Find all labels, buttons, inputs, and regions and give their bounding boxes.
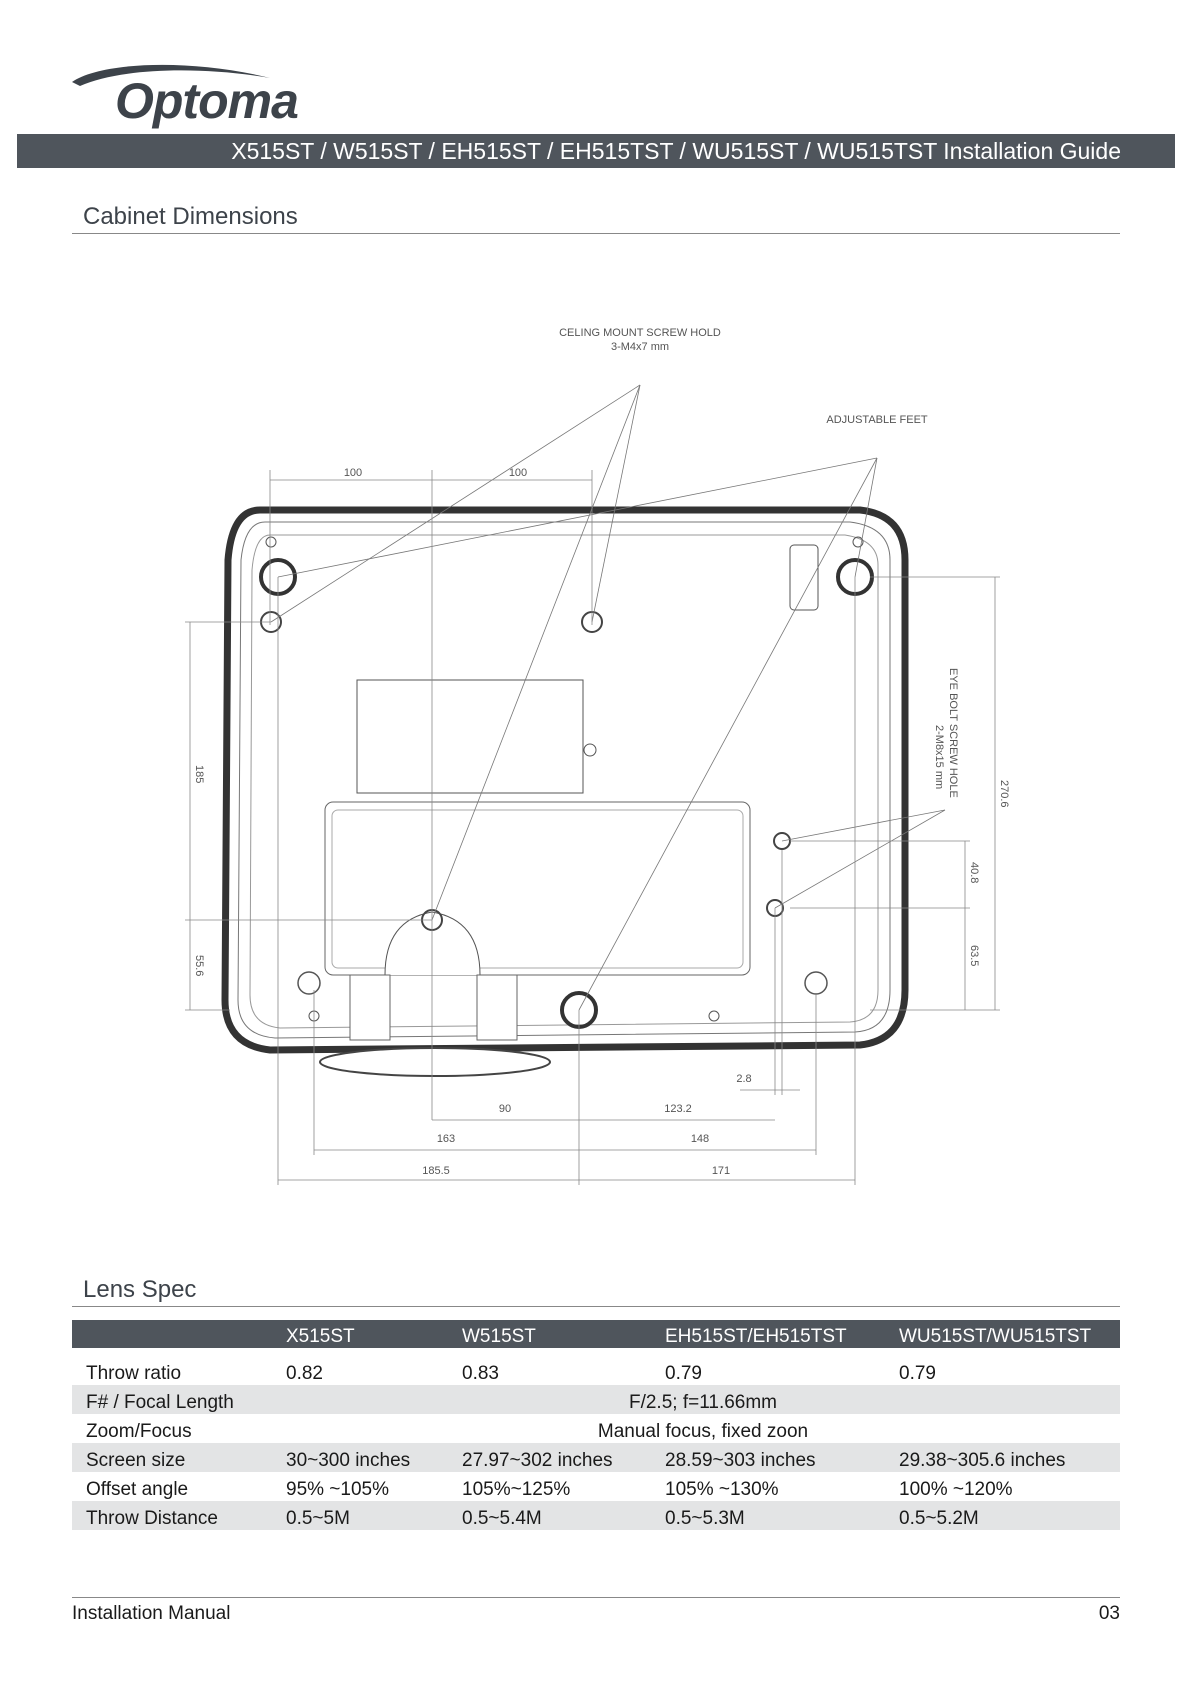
adjustable-feet-label: ADJUSTABLE FEET bbox=[826, 414, 928, 426]
dim-left-185: 185 bbox=[193, 765, 205, 784]
cabinet-diagram bbox=[0, 310, 1192, 1210]
dim-top-left: 100 bbox=[343, 467, 363, 479]
eye-bolt-spec: 2-M8x15 mm bbox=[933, 725, 945, 790]
table-cell: 29.38~305.6 inches bbox=[899, 1443, 1120, 1472]
table-cell: Manual focus, fixed zoon bbox=[597, 1421, 809, 1442]
dim-top-right: 100 bbox=[508, 467, 528, 479]
dim-bottom-185-5: 185.5 bbox=[422, 1165, 450, 1177]
lens-spec-table bbox=[72, 1320, 1120, 1530]
table-row bbox=[72, 1443, 1120, 1472]
dim-bottom-171: 171 bbox=[711, 1165, 731, 1177]
table-cell: 0.5~5M bbox=[286, 1501, 462, 1530]
title-bar bbox=[17, 134, 1175, 168]
row-label: Throw Distance bbox=[72, 1501, 286, 1530]
page-number: 03 bbox=[1098, 1603, 1120, 1624]
column-header: X515ST bbox=[286, 1320, 462, 1348]
dim-bottom-2-8: 2.8 bbox=[736, 1073, 752, 1085]
table-cell: 105%~125% bbox=[462, 1479, 571, 1500]
table-row bbox=[72, 1501, 1120, 1530]
dim-right-63-5: 63.5 bbox=[968, 945, 980, 967]
table-cell: 0.5~5.3M bbox=[665, 1501, 899, 1530]
column-header: EH515ST/EH515TST bbox=[665, 1320, 899, 1348]
column-header: WU515ST/WU515TST bbox=[899, 1320, 1120, 1348]
row-label: Throw ratio bbox=[86, 1363, 182, 1384]
table-cell: 30~300 inches bbox=[286, 1443, 462, 1472]
dim-left-55-6: 55.6 bbox=[193, 955, 205, 977]
section-title-cabinet: Cabinet Dimensions bbox=[72, 203, 1120, 234]
section-title-lens: Lens Spec bbox=[72, 1276, 1120, 1307]
ceiling-mount-label: CELING MOUNT SCREW HOLD bbox=[559, 327, 721, 339]
brand-name: Optoma bbox=[115, 73, 298, 129]
dim-bottom-90: 90 bbox=[498, 1103, 512, 1115]
table-cell: 100% ~120% bbox=[899, 1479, 1013, 1500]
cabinet-drawing bbox=[0, 310, 1192, 1210]
dim-bottom-163: 163 bbox=[436, 1133, 456, 1145]
eye-bolt-label: EYE BOLT SCREW HOLE bbox=[947, 668, 959, 798]
row-label: F# / Focal Length bbox=[72, 1385, 286, 1414]
row-label: Screen size bbox=[72, 1443, 286, 1472]
table-cell: 0.79 bbox=[665, 1363, 702, 1384]
column-header: W515ST bbox=[462, 1320, 665, 1348]
column-header bbox=[72, 1320, 286, 1348]
table-cell: 95% ~105% bbox=[286, 1479, 389, 1500]
table-cell: 0.83 bbox=[462, 1363, 499, 1384]
table-cell: 0.79 bbox=[899, 1363, 936, 1384]
table-cell: 0.5~5.2M bbox=[899, 1501, 1120, 1530]
dim-bottom-148: 148 bbox=[690, 1133, 710, 1145]
table-cell: 0.5~5.4M bbox=[462, 1501, 665, 1530]
row-label: Zoom/Focus bbox=[86, 1421, 192, 1442]
table-row bbox=[72, 1472, 1120, 1501]
dim-bottom-123-2: 123.2 bbox=[664, 1103, 692, 1115]
row-label: Offset angle bbox=[86, 1479, 189, 1500]
table-row bbox=[72, 1414, 1120, 1443]
footer-divider bbox=[72, 1597, 1120, 1598]
spacer-row bbox=[72, 1348, 1120, 1356]
guide-title: X515ST / W515ST / EH515ST / EH515TST / WU515ST / WU515TST Installation Guide bbox=[231, 138, 1121, 164]
table-cell: 27.97~302 inches bbox=[462, 1443, 665, 1472]
table-cell: F/2.5; f=11.66mm bbox=[286, 1385, 1120, 1414]
table-cell: 105% ~130% bbox=[665, 1479, 779, 1500]
table-cell: 0.82 bbox=[286, 1363, 323, 1384]
dim-right-40-8: 40.8 bbox=[968, 862, 980, 884]
dim-right-270-6: 270.6 bbox=[998, 780, 1010, 808]
table-row bbox=[72, 1356, 1120, 1385]
table-cell: 28.59~303 inches bbox=[665, 1443, 899, 1472]
ceiling-mount-spec: 3-M4x7 mm bbox=[610, 341, 670, 353]
table-header-row bbox=[72, 1320, 1120, 1348]
table-row bbox=[72, 1385, 1120, 1414]
optoma-logo bbox=[70, 60, 298, 130]
footer-label: Installation Manual bbox=[72, 1603, 231, 1624]
